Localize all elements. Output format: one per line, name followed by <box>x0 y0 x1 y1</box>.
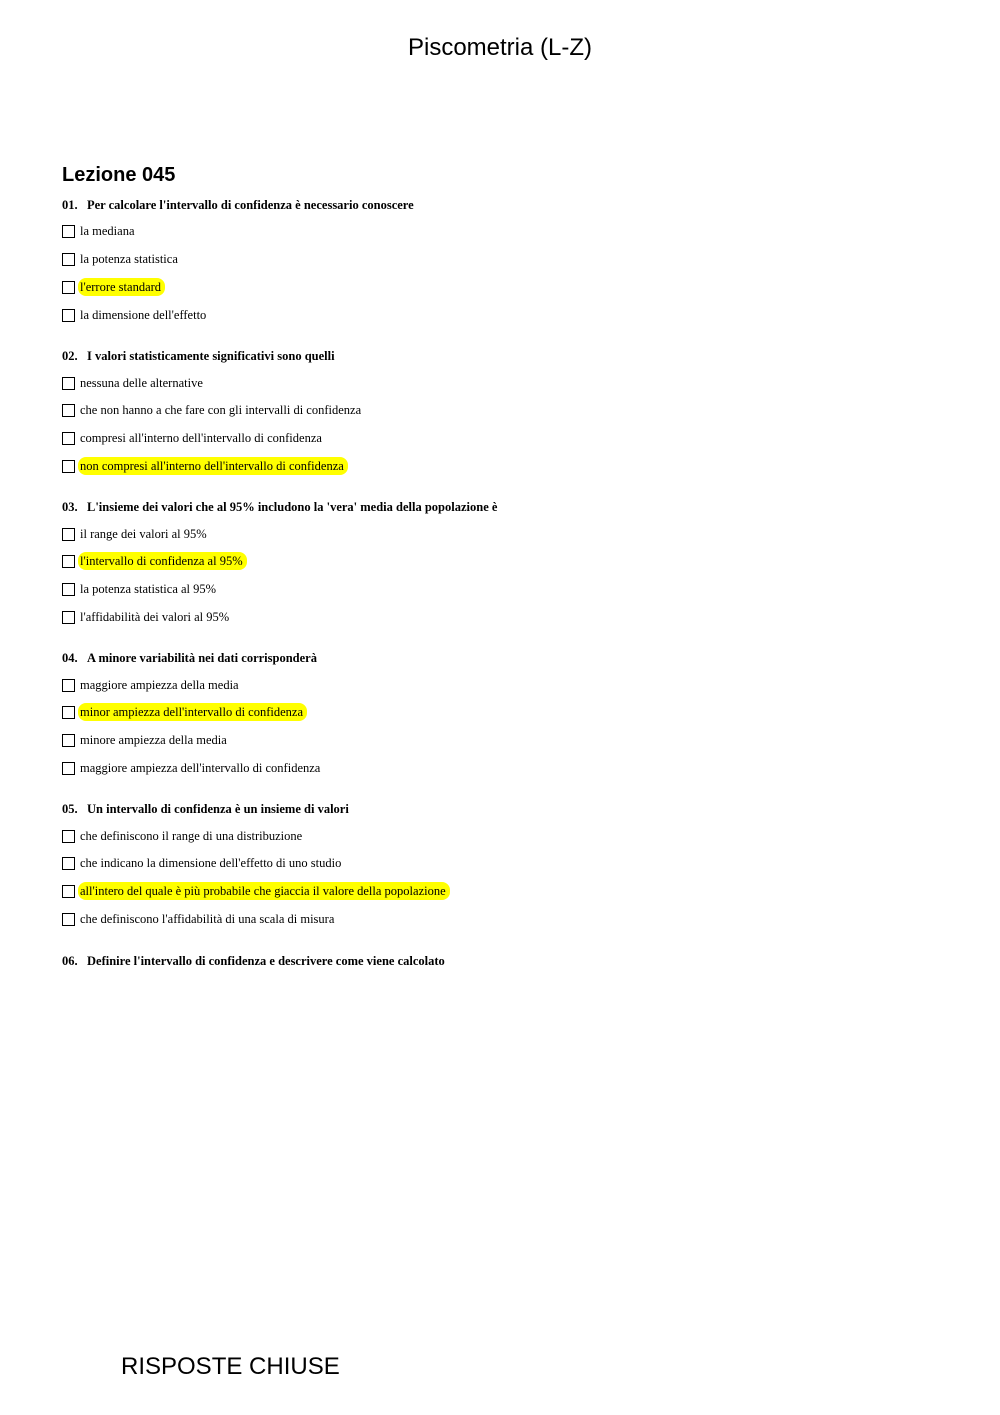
answer-option <box>62 429 324 447</box>
checkbox[interactable] <box>62 404 75 417</box>
checkbox[interactable] <box>62 611 75 624</box>
checkbox[interactable] <box>62 885 75 898</box>
option-label: la potenza statistica <box>80 252 178 266</box>
question-02 <box>62 347 335 365</box>
checkbox[interactable] <box>62 679 75 692</box>
answer-option <box>62 676 241 694</box>
option-label-highlighted: l'errore standard <box>78 278 165 296</box>
document-title: Piscometria (L-Z) <box>407 34 593 61</box>
answer-option <box>62 608 231 626</box>
checkbox[interactable] <box>62 762 75 775</box>
checkbox[interactable] <box>62 583 75 596</box>
checkbox[interactable] <box>62 734 75 747</box>
question-text: A minore variabilità nei dati corrisponderà <box>87 651 317 665</box>
checkbox[interactable] <box>62 281 75 294</box>
answer-option <box>62 827 304 845</box>
lesson-heading: Lezione 045 <box>62 164 176 186</box>
question-01 <box>62 196 414 214</box>
answer-option <box>62 759 322 777</box>
answer-option <box>62 580 218 598</box>
question-text: Definire l'intervallo di confidenza e descrivere come viene calcolato <box>87 954 445 968</box>
option-label: che non hanno a che fare con gli intervalli di confidenza <box>80 403 362 417</box>
checkbox[interactable] <box>62 913 75 926</box>
checkbox[interactable] <box>62 528 75 541</box>
question-number: 01. <box>62 198 78 212</box>
option-label: il range dei valori al 95% <box>80 527 207 541</box>
checkbox[interactable] <box>62 555 75 568</box>
question-number: 06. <box>62 954 78 968</box>
answer-option <box>62 278 165 296</box>
option-label-highlighted: minor ampiezza dell'intervallo di confidenza <box>78 703 307 721</box>
question-03 <box>62 498 497 516</box>
answer-option <box>62 374 205 392</box>
checkbox[interactable] <box>62 253 75 266</box>
question-number: 03. <box>62 500 78 514</box>
answer-option <box>62 703 307 721</box>
option-label: compresi all'interno dell'intervallo di confidenza <box>80 431 322 445</box>
option-label-highlighted: all'intero del quale è più probabile che giaccia il valore della popolazione <box>78 882 450 900</box>
checkbox[interactable] <box>62 857 75 870</box>
option-label: l'affidabilità dei valori al 95% <box>80 610 230 624</box>
answer-option <box>62 306 208 324</box>
checkbox[interactable] <box>62 706 75 719</box>
question-number: 05. <box>62 802 78 816</box>
option-label: la dimensione dell'effetto <box>80 308 207 322</box>
question-05 <box>62 800 349 818</box>
option-label: che indicano la dimensione dell'effetto di uno studio <box>80 856 342 870</box>
question-text: Per calcolare l'intervallo di confidenza è necessario conoscere <box>87 198 414 212</box>
option-label-highlighted: non compresi all'interno dell'intervallo di confidenza <box>78 457 348 475</box>
option-label: minore ampiezza della media <box>80 733 227 747</box>
checkbox[interactable] <box>62 225 75 238</box>
question-number: 02. <box>62 349 78 363</box>
option-label: la mediana <box>80 224 135 238</box>
option-label: che definiscono il range di una distribuzione <box>80 829 303 843</box>
checkbox[interactable] <box>62 460 75 473</box>
option-label: maggiore ampiezza dell'intervallo di confidenza <box>80 761 321 775</box>
answer-option <box>62 910 336 928</box>
answer-option <box>62 401 363 419</box>
answer-option <box>62 250 180 268</box>
option-label-highlighted: l'intervallo di confidenza al 95% <box>78 552 247 570</box>
checkbox[interactable] <box>62 377 75 390</box>
answer-option <box>62 882 450 900</box>
question-text: L'insieme dei valori che al 95% includono la 'vera' media della popolazione è <box>87 500 498 514</box>
option-label: maggiore ampiezza della media <box>80 678 239 692</box>
answer-option <box>62 552 247 570</box>
option-label: nessuna delle alternative <box>80 376 203 390</box>
question-text: I valori statisticamente significativi sono quelli <box>87 349 335 363</box>
option-label: la potenza statistica al 95% <box>80 582 217 596</box>
question-06 <box>62 952 445 970</box>
checkbox[interactable] <box>62 432 75 445</box>
option-label: che definiscono l'affidabilità di una scala di misura <box>80 912 335 926</box>
answer-option <box>62 525 209 543</box>
answer-option <box>62 854 343 872</box>
checkbox[interactable] <box>62 309 75 322</box>
question-text: Un intervallo di confidenza è un insieme di valori <box>87 802 349 816</box>
answer-option <box>62 731 229 749</box>
answer-option <box>62 457 348 475</box>
answer-option <box>62 222 137 240</box>
question-04 <box>62 649 317 667</box>
footer-section-label: RISPOSTE CHIUSE <box>121 1353 340 1380</box>
question-number: 04. <box>62 651 78 665</box>
checkbox[interactable] <box>62 830 75 843</box>
